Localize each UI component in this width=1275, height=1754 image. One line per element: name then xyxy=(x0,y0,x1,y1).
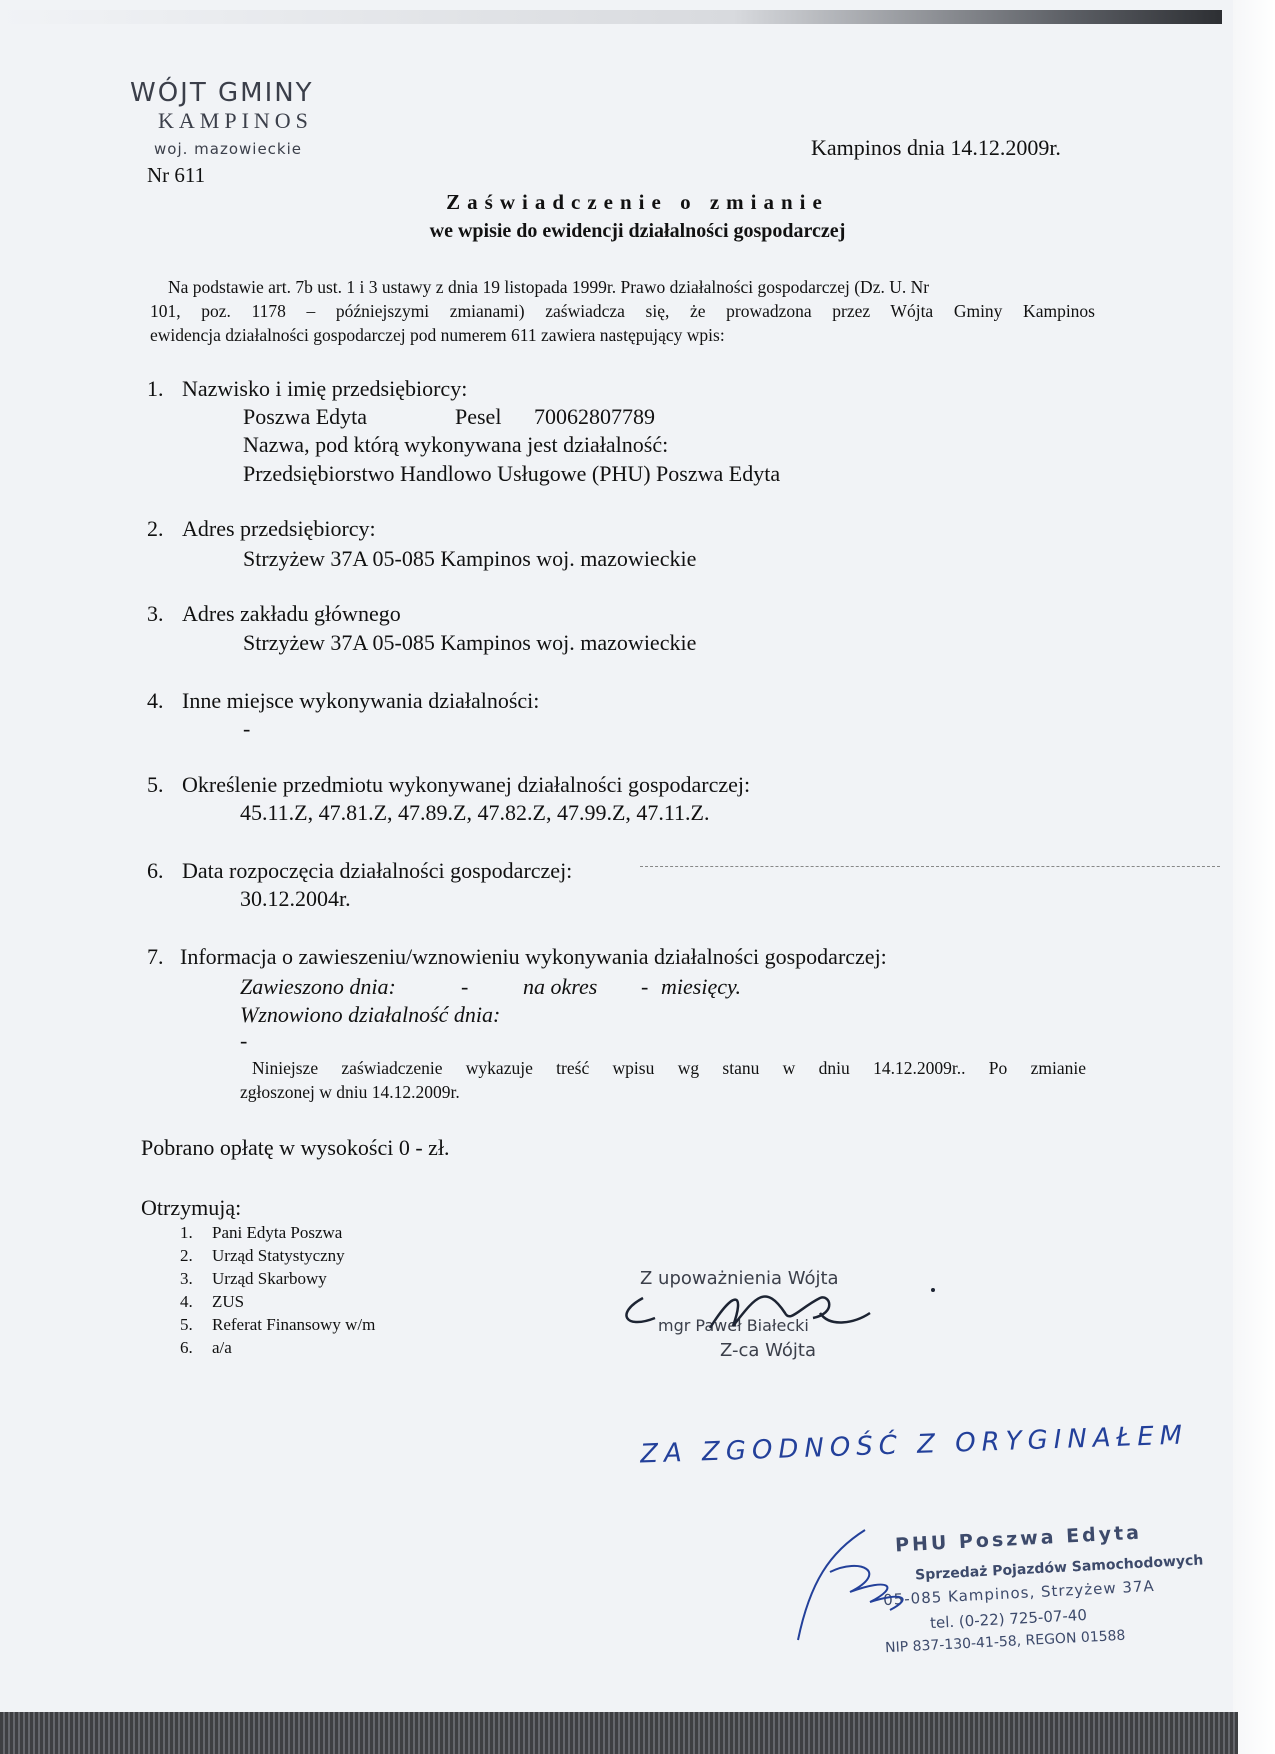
recipient-name: Urząd Statystyczny xyxy=(212,1246,345,1265)
office-stamp-line2: KAMPINOS xyxy=(158,108,313,133)
months-label: miesięcy. xyxy=(661,974,742,999)
signature-stamp-line2: mgr Paweł Białecki xyxy=(658,1316,809,1335)
scan-dashed-line xyxy=(640,866,1220,867)
other-location: - xyxy=(243,716,251,741)
handwritten-signature-company xyxy=(790,1522,930,1652)
intro-line: Na podstawie art. 7b ust. 1 i 3 ustawy z dnia 19 listopada 1999r. Prawo działalności gospodarczej (Dz. U. Nr xyxy=(168,277,930,297)
suspended-value: - xyxy=(461,974,469,999)
company-name: Przedsiębiorstwo Handlowo Usługowe (PHU) Poszwa Edyta xyxy=(243,461,781,486)
item-number: 2. xyxy=(147,516,164,541)
recipient-number: 4. xyxy=(180,1292,193,1311)
intro-line: 101, poz. 1178 – późniejszymi zmianami) zaświadcza się, że prowadzona przez Wójta Gminy Kampinos xyxy=(150,301,1095,321)
document-number: Nr 611 xyxy=(147,163,206,187)
item-label: Data rozpoczęcia działalności gospodarczej: xyxy=(182,858,573,883)
recipient-name: ZUS xyxy=(212,1292,245,1311)
recipient-number: 3. xyxy=(180,1269,193,1288)
handwritten-certification: ZA ZGODNOŚĆ Z ORYGINAŁEM xyxy=(639,1420,1189,1470)
company-stamp-line2: Sprzedaż Pojazdów Samochodowych xyxy=(914,1552,1204,1584)
activity-codes: 45.11.Z, 47.81.Z, 47.89.Z, 47.82.Z, 47.99.Z, 47.11.Z. xyxy=(240,800,710,825)
item-label: Adres zakładu głównego xyxy=(182,601,401,626)
recipient-number: 2. xyxy=(180,1246,193,1265)
signature-stamp-line3: Z-ca Wójta xyxy=(720,1340,817,1361)
item-number: 7. xyxy=(147,944,164,969)
company-name-label: Nazwa, pod którą wykonywana jest działalność: xyxy=(243,432,669,457)
scan-edge-top xyxy=(0,10,1222,24)
company-stamp-line1: PHU Poszwa Edyta xyxy=(894,1521,1143,1557)
item-number: 5. xyxy=(147,772,164,797)
recipient-name: a/a xyxy=(212,1338,232,1357)
main-plant-address: Strzyżew 37A 05-085 Kampinos woj. mazowieckie xyxy=(243,630,697,655)
intro-paragraph xyxy=(150,275,1095,347)
period-label: na okres xyxy=(523,974,598,999)
item-label: Nazwisko i imię przedsiębiorcy: xyxy=(182,376,468,401)
office-stamp-line3: woj. mazowieckie xyxy=(154,140,302,158)
intro-line: ewidencja działalności gospodarczej pod numerem 611 zawiera następujący wpis: xyxy=(150,325,725,345)
period-value: - xyxy=(641,974,649,999)
suspended-label: Zawieszono dnia: xyxy=(240,974,396,999)
resumed-value: - xyxy=(240,1028,248,1053)
signature-stamp-line1: Z upoważnienia Wójta xyxy=(640,1268,839,1289)
pesel-value: 70062807789 xyxy=(534,404,655,429)
start-date: 30.12.2004r. xyxy=(240,886,351,911)
handwritten-signature xyxy=(615,1268,945,1348)
recipient-number: 1. xyxy=(180,1223,193,1242)
item-label: Adres przedsiębiorcy: xyxy=(182,516,376,541)
document-subtitle: we wpisie do ewidencji działalności gospodarczej xyxy=(429,220,846,242)
note-line: Niniejsze zaświadczenie wykazuje treść wpisu wg stanu w dniu 14.12.2009r.. Po zmianie xyxy=(252,1058,1086,1078)
document-title: Zaświadczenie o zmianie xyxy=(446,190,829,214)
document-date: Kampinos dnia 14.12.2009r. xyxy=(811,135,1061,160)
scan-edge-right xyxy=(1233,0,1275,1754)
resumed-label: Wznowiono działalność dnia: xyxy=(240,1002,501,1027)
item-label: Informacja o zawieszeniu/wznowieniu wykonywania działalności gospodarczej: xyxy=(180,944,887,969)
recipient-name: Pani Edyta Poszwa xyxy=(212,1223,343,1242)
item-number: 3. xyxy=(147,601,164,626)
recipient-name: Urząd Skarbowy xyxy=(212,1269,327,1288)
company-stamp-line5: NIP 837-130-41-58, REGON 01588 xyxy=(884,1627,1126,1657)
item-label: Określenie przedmiotu wykonywanej działalności gospodarczej: xyxy=(182,772,751,797)
recipients-heading: Otrzymują: xyxy=(141,1195,242,1220)
pesel-label: Pesel xyxy=(455,404,502,429)
item-number: 4. xyxy=(147,688,164,713)
company-stamp-line4: tel. (0-22) 725-07-40 xyxy=(929,1605,1088,1633)
recipient-name: Referat Finansowy w/m xyxy=(212,1315,376,1334)
note-line: zgłoszonej w dniu 14.12.2009r. xyxy=(240,1082,460,1102)
entrepreneur-address: Strzyżew 37A 05-085 Kampinos woj. mazowieckie xyxy=(243,546,697,571)
company-stamp-line3: 05-085 Kampinos, Strzyżew 37A xyxy=(882,1576,1156,1610)
item-number: 1. xyxy=(147,376,164,401)
recipient-number: 5. xyxy=(180,1315,193,1334)
recipient-number: 6. xyxy=(180,1338,193,1357)
office-stamp-line1: WÓJT GMINY xyxy=(130,78,314,108)
fee-statement: Pobrano opłatę w wysokości 0 - zł. xyxy=(141,1135,450,1160)
item-label: Inne miejsce wykonywania działalności: xyxy=(182,688,540,713)
item-number: 6. xyxy=(147,858,164,883)
entrepreneur-name: Poszwa Edyta xyxy=(243,404,368,429)
scan-edge-bottom xyxy=(0,1712,1238,1754)
